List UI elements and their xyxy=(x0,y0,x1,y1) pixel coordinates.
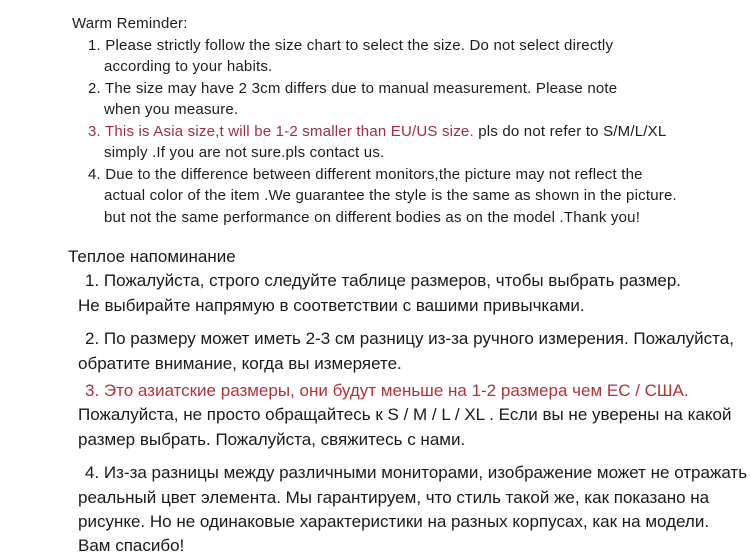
english-item-2 xyxy=(0,78,750,121)
english-item-4 xyxy=(0,164,750,229)
russian-heading: Теплое напоминание xyxy=(68,247,236,266)
russian-item-1-line-2: Не выбирайте напрямую в соответствии с вашими привычками. xyxy=(78,295,585,315)
english-heading: Warm Reminder: xyxy=(72,15,188,32)
english-item-1-line-2: according to your habits. xyxy=(104,58,273,75)
russian-item-3-line-2: Пожалуйста, не просто обращайтесь к S / M / L / XL . Если вы не уверены на какой xyxy=(78,405,732,425)
english-item-4-line-3: but not the same performance on different bodies as on the model .Thank you! xyxy=(104,208,641,226)
russian-item-3-line-3: размер выбрать. Пожалуйста, свяжитесь с нами. xyxy=(78,429,466,449)
russian-item-4 xyxy=(78,461,750,556)
english-reminder-section xyxy=(0,0,750,228)
english-item-4-line-1: 4. Due to the difference between different monitors,the picture may not reflect the xyxy=(88,165,643,183)
english-item-2-line-2: when you measure. xyxy=(104,101,239,118)
russian-item-4-line-1: 4. Из-за разницы между различными мониторами, изображение может не отражать xyxy=(85,463,748,483)
russian-item-2-line-2: обратите внимание, когда вы измеряете. xyxy=(78,353,402,373)
russian-item-4-line-3: рисунке. Но не одинаковые характеристики на разных корпусах, как на модели. xyxy=(78,512,710,532)
russian-item-3-red-line: 3. Это азиатские размеры, они будут меньше на 1-2 размера чем ЕС / США. xyxy=(85,381,689,401)
english-item-1 xyxy=(0,35,750,78)
english-item-3-line-2: simply .If you are not sure.pls contact us. xyxy=(104,144,385,161)
russian-item-2 xyxy=(78,327,750,376)
russian-item-4-line-2: реальный цвет элемента. Мы гарантируем, что стиль такой же, как показано на xyxy=(78,487,710,507)
russian-item-2-line-1: 2. По размеру может иметь 2-3 см разницу из-за ручного измерения. Пожалуйста, xyxy=(85,329,734,349)
english-item-3-red-text: 3. This is Asia size,t will be 1-2 smaller than EU/US size. xyxy=(88,122,474,140)
russian-item-4-line-4: Вам спасибо! xyxy=(78,536,185,556)
russian-item-3 xyxy=(78,379,750,452)
russian-item-1-line-1: 1. Пожалуйста, строго следуйте таблице размеров, чтобы выбрать размер. xyxy=(85,271,682,291)
russian-item-1 xyxy=(78,269,750,318)
english-item-3-black-text: pls do not refer to S/M/L/XL xyxy=(473,122,667,140)
english-item-3-line-1 xyxy=(88,121,750,143)
english-item-2-line-1: 2. The size may have 2 3cm differs due to manual measurement. Please note xyxy=(88,79,618,97)
russian-reminder-section xyxy=(0,245,750,556)
english-item-3 xyxy=(0,121,750,164)
english-item-1-line-1: 1. Please strictly follow the size chart to select the size. Do not select directly xyxy=(88,36,614,54)
english-item-4-line-2: actual color of the item .We guarantee the style is the same as shown in the picture. xyxy=(104,187,677,204)
